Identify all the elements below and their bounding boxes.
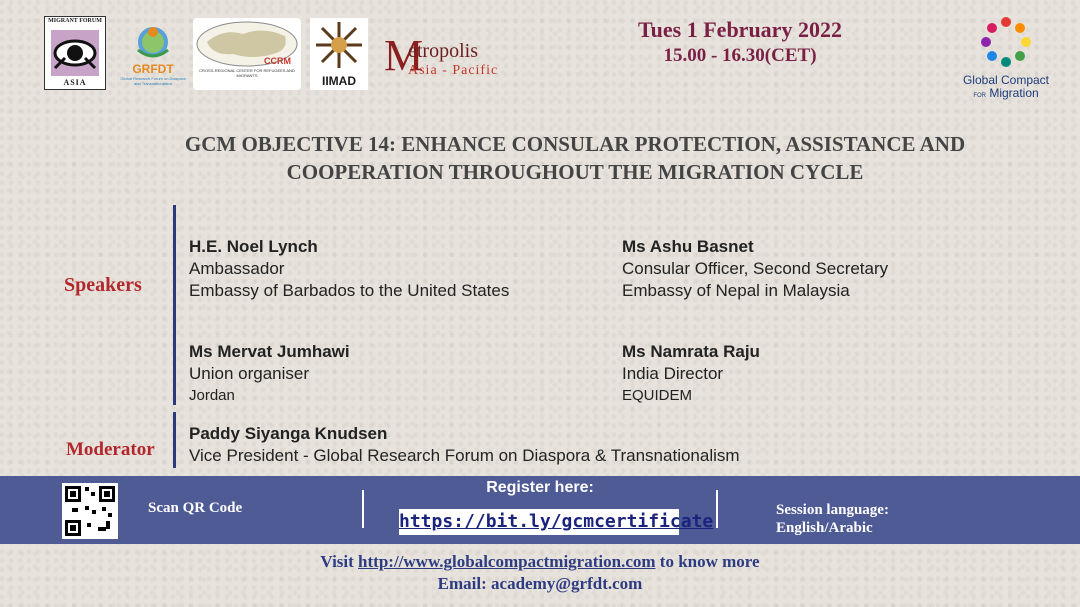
- speaker-name: Ms Mervat Jumhawi: [189, 342, 350, 361]
- global-compact-migration-logo: [955, 12, 1057, 102]
- title-line-2: COOPERATION THROUGHOUT THE MIGRATION CYCLE: [286, 160, 864, 184]
- register-band: [0, 476, 1080, 544]
- moderator-divider: [173, 412, 176, 468]
- migrant-forum-asia-logo: [44, 16, 106, 90]
- grfdt-logo: [118, 20, 188, 90]
- speaker-org: Embassy of Barbados to the United States: [189, 281, 510, 300]
- footer: [0, 551, 1080, 595]
- footer-visit-line: [0, 551, 1080, 573]
- speaker-card: [622, 236, 888, 302]
- ccrm-logo: [193, 18, 301, 90]
- grfdt-emblem-icon: [118, 20, 188, 62]
- footer-visit-prefix: Visit: [320, 552, 354, 571]
- gcm-logo-for: FOR: [973, 93, 986, 99]
- speakers-divider: [173, 205, 176, 405]
- event-time: 15.00 - 16.30(CET): [663, 45, 817, 66]
- metropolis-logo: [372, 31, 532, 82]
- grfdt-logo-name: GRFDT: [132, 62, 174, 76]
- speaker-card: [189, 236, 509, 302]
- iimad-emblem-icon: [310, 18, 368, 72]
- iimad-logo-name: IIMAD: [322, 74, 356, 88]
- footer-email[interactable]: Email: academy@grfdt.com: [437, 574, 643, 593]
- speaker-name: Ms Namrata Raju: [622, 342, 760, 361]
- speaker-card: [189, 341, 350, 407]
- ccrm-logo-name: CCRM: [264, 56, 291, 66]
- speaker-org: Jordan: [189, 387, 235, 404]
- session-language-label: Session language:: [776, 502, 889, 518]
- gcm-logo-line2: Migration: [989, 86, 1039, 100]
- speakers-label: Speakers: [64, 274, 142, 296]
- moderator-role: Vice President - Global Research Forum on Diaspora & Transnationalism: [189, 446, 740, 465]
- page-title: [100, 130, 1050, 186]
- moderator-name: Paddy Siyanga Knudsen: [189, 424, 388, 443]
- speaker-org: Embassy of Nepal in Malaysia: [622, 281, 850, 300]
- session-language-value: English/Arabic: [776, 520, 873, 536]
- speaker-role: Consular Officer, Second Secretary: [622, 259, 889, 278]
- event-datetime: [560, 17, 920, 67]
- migrant-forum-logo-bottom: ASIA: [63, 78, 87, 87]
- speaker-org: EQUIDEM: [622, 387, 693, 404]
- speaker-name: H.E. Noel Lynch: [189, 237, 318, 256]
- event-date: Tues 1 February 2022: [638, 17, 842, 42]
- ccrm-logo-sub: CROSS-REGIONAL CENTER FOR REFUGEES AND MIGRANTS: [199, 68, 295, 78]
- speaker-role: Union organiser: [189, 364, 310, 383]
- website-link[interactable]: http://www.globalcompactmigration.com: [358, 552, 656, 571]
- moderator-card: [189, 423, 740, 467]
- speaker-role: Ambassador: [189, 259, 285, 278]
- moderator-label: Moderator: [66, 439, 155, 460]
- iimad-logo: [310, 18, 368, 90]
- gcm-logo-line1: Global Compact: [962, 73, 1050, 87]
- qr-code-icon[interactable]: [62, 483, 118, 539]
- speaker-card: [622, 341, 760, 407]
- metropolis-logo-m: M: [384, 31, 424, 80]
- band-separator: [716, 490, 718, 528]
- eye-icon: [45, 28, 105, 78]
- scan-qr-label: Scan QR Code: [148, 500, 243, 516]
- register-link[interactable]: https://bit.ly/gcmcertificate: [399, 509, 679, 535]
- migrant-forum-logo-top: MIGRANT FORUM: [48, 18, 102, 24]
- grfdt-logo-sub: Global Research Forum on Diaspora and Transnationalism: [120, 76, 186, 86]
- speaker-name: Ms Ashu Basnet: [622, 237, 754, 256]
- speaker-role: India Director: [622, 364, 724, 383]
- footer-visit-suffix: to know more: [659, 552, 760, 571]
- session-language: [776, 501, 889, 537]
- register-label: Register here:: [486, 479, 594, 496]
- gcm-logo-name: [955, 74, 1057, 103]
- people-circle-icon: [955, 12, 1057, 72]
- title-line-1: GCM OBJECTIVE 14: ENHANCE CONSULAR PROTECTION, ASSISTANCE AND: [184, 132, 966, 156]
- metropolis-logo-name: etropolis: [408, 40, 478, 62]
- metropolis-logo-sub: Asia - Pacific: [408, 63, 499, 78]
